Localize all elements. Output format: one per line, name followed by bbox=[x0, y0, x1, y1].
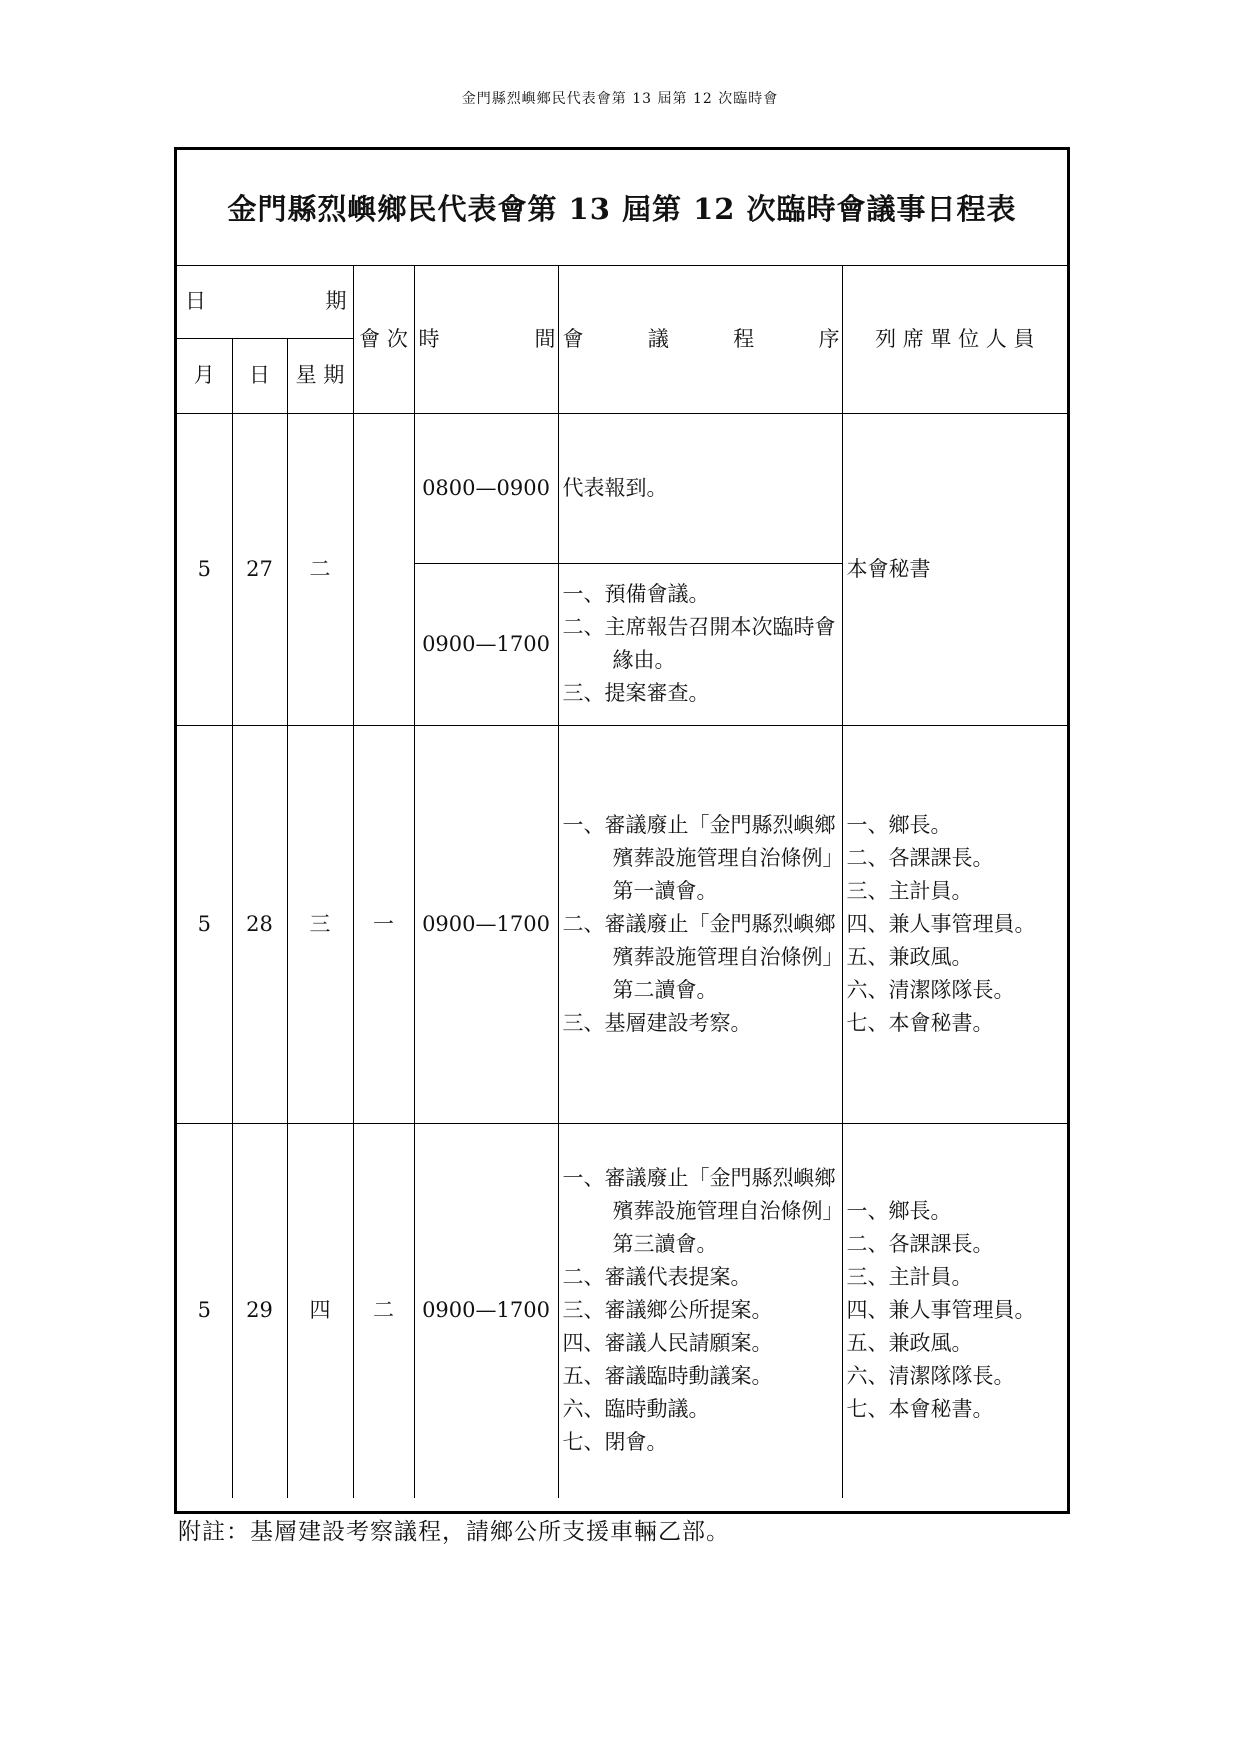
weekday-cell: 四 bbox=[287, 1123, 353, 1498]
time-cell: 0800—0900 bbox=[414, 413, 558, 563]
program-item: 五、審議臨時動議案。 bbox=[562, 1364, 773, 1389]
table-row bbox=[177, 413, 1067, 563]
header-row-1 bbox=[177, 266, 1067, 338]
document-title: 金門縣烈嶼鄉民代表會第 13 屆第 12 次臨時會議事日程表 bbox=[177, 150, 1067, 266]
attendee-item: 七、本會秘書。 bbox=[846, 1397, 994, 1422]
attendee-item: 四、兼人事管理員。 bbox=[846, 911, 1036, 936]
footnote: 附註：基層建設考察議程，請鄉公所支援車輛乙部。 bbox=[178, 1519, 730, 1545]
table-row bbox=[177, 1123, 1067, 1498]
program-cell bbox=[558, 413, 842, 563]
time-header-char-1: 時 bbox=[418, 326, 440, 351]
attendees-cell bbox=[842, 725, 1067, 1123]
program-item: 三、提案審查。 bbox=[562, 681, 710, 705]
day-cell: 27 bbox=[232, 413, 287, 725]
program-item: 代表報到。 bbox=[562, 475, 668, 500]
weekday-cell: 三 bbox=[287, 725, 353, 1123]
attendee-item: 五、兼政風。 bbox=[846, 944, 973, 969]
program-cell bbox=[558, 563, 842, 725]
attendee-item: 六、清潔隊隊長。 bbox=[846, 1364, 1015, 1389]
program-header bbox=[558, 266, 842, 413]
date-header bbox=[177, 266, 353, 338]
time-cell: 0900—1700 bbox=[414, 1123, 558, 1498]
time-cell: 0900—1700 bbox=[414, 563, 558, 725]
program-item: 二、審議代表提案。 bbox=[562, 1265, 752, 1290]
date-header-char-2: 期 bbox=[325, 289, 347, 314]
program-item: 一、預備會議。 bbox=[562, 582, 710, 606]
page-header: 金門縣烈嶼鄉民代表會第 13 屆第 12 次臨時會 bbox=[461, 91, 779, 107]
date-header-char-1: 日 bbox=[185, 289, 206, 314]
attendee-item: 一、鄉長。 bbox=[846, 1199, 952, 1224]
program-cell bbox=[558, 1123, 842, 1498]
session-header: 會 次 bbox=[353, 266, 414, 413]
attendee-item: 三、主計員。 bbox=[846, 1265, 973, 1290]
agenda-table bbox=[177, 266, 1067, 1498]
program-item: 三、審議鄉公所提案。 bbox=[562, 1298, 773, 1323]
day-cell: 28 bbox=[232, 725, 287, 1123]
time-cell: 0900—1700 bbox=[414, 725, 558, 1123]
table-row bbox=[177, 725, 1067, 1123]
weekday-cell: 二 bbox=[287, 413, 353, 725]
session-cell: 二 bbox=[353, 1123, 414, 1498]
attendee-item: 二、各課課長。 bbox=[846, 1232, 994, 1257]
time-header-char-2: 間 bbox=[534, 326, 556, 351]
attendee-item: 四、兼人事管理員。 bbox=[846, 1298, 1036, 1323]
program-item: 二、主席報告召開本次臨時會緣由。 bbox=[562, 615, 836, 672]
program-header-char-2: 議 bbox=[647, 326, 669, 351]
attendees-header: 列 席 單 位 人 員 bbox=[842, 266, 1067, 413]
program-item: 七、閉會。 bbox=[562, 1430, 668, 1455]
program-item: 一、審議廢止「金門縣烈嶼鄉殯葬設施管理自治條例」第三讀會。 bbox=[562, 1166, 836, 1257]
month-cell: 5 bbox=[177, 1123, 232, 1498]
agenda-frame bbox=[174, 147, 1070, 1514]
program-item: 三、基層建設考察。 bbox=[562, 1010, 752, 1035]
session-cell: 一 bbox=[353, 725, 414, 1123]
month-header: 月 bbox=[177, 338, 232, 413]
attendee-item: 一、鄉長。 bbox=[846, 812, 952, 837]
attendees-cell bbox=[842, 413, 1067, 725]
program-item: 四、審議人民請願案。 bbox=[562, 1331, 773, 1356]
attendee-item: 七、本會秘書。 bbox=[846, 1010, 994, 1035]
attendee-item: 五、兼政風。 bbox=[846, 1331, 973, 1356]
attendee-item: 六、清潔隊隊長。 bbox=[846, 977, 1015, 1002]
program-header-char-1: 會 bbox=[562, 326, 584, 351]
attendees-cell bbox=[842, 1123, 1067, 1498]
day-cell: 29 bbox=[232, 1123, 287, 1498]
program-header-char-4: 序 bbox=[818, 326, 840, 351]
weekday-header: 星 期 bbox=[287, 338, 353, 413]
program-item: 一、審議廢止「金門縣烈嶼鄉殯葬設施管理自治條例」第一讀會。 bbox=[562, 812, 836, 903]
program-cell bbox=[558, 725, 842, 1123]
session-cell bbox=[353, 413, 414, 725]
attendee-item: 二、各課課長。 bbox=[846, 845, 994, 870]
time-header bbox=[414, 266, 558, 413]
program-header-char-3: 程 bbox=[733, 326, 755, 351]
day-header: 日 bbox=[232, 338, 287, 413]
month-cell: 5 bbox=[177, 413, 232, 725]
attendee-item: 三、主計員。 bbox=[846, 878, 973, 903]
attendee-item: 本會秘書 bbox=[846, 556, 931, 581]
program-item: 六、臨時動議。 bbox=[562, 1397, 710, 1422]
month-cell: 5 bbox=[177, 725, 232, 1123]
program-item: 二、審議廢止「金門縣烈嶼鄉殯葬設施管理自治條例」第二讀會。 bbox=[562, 911, 836, 1002]
